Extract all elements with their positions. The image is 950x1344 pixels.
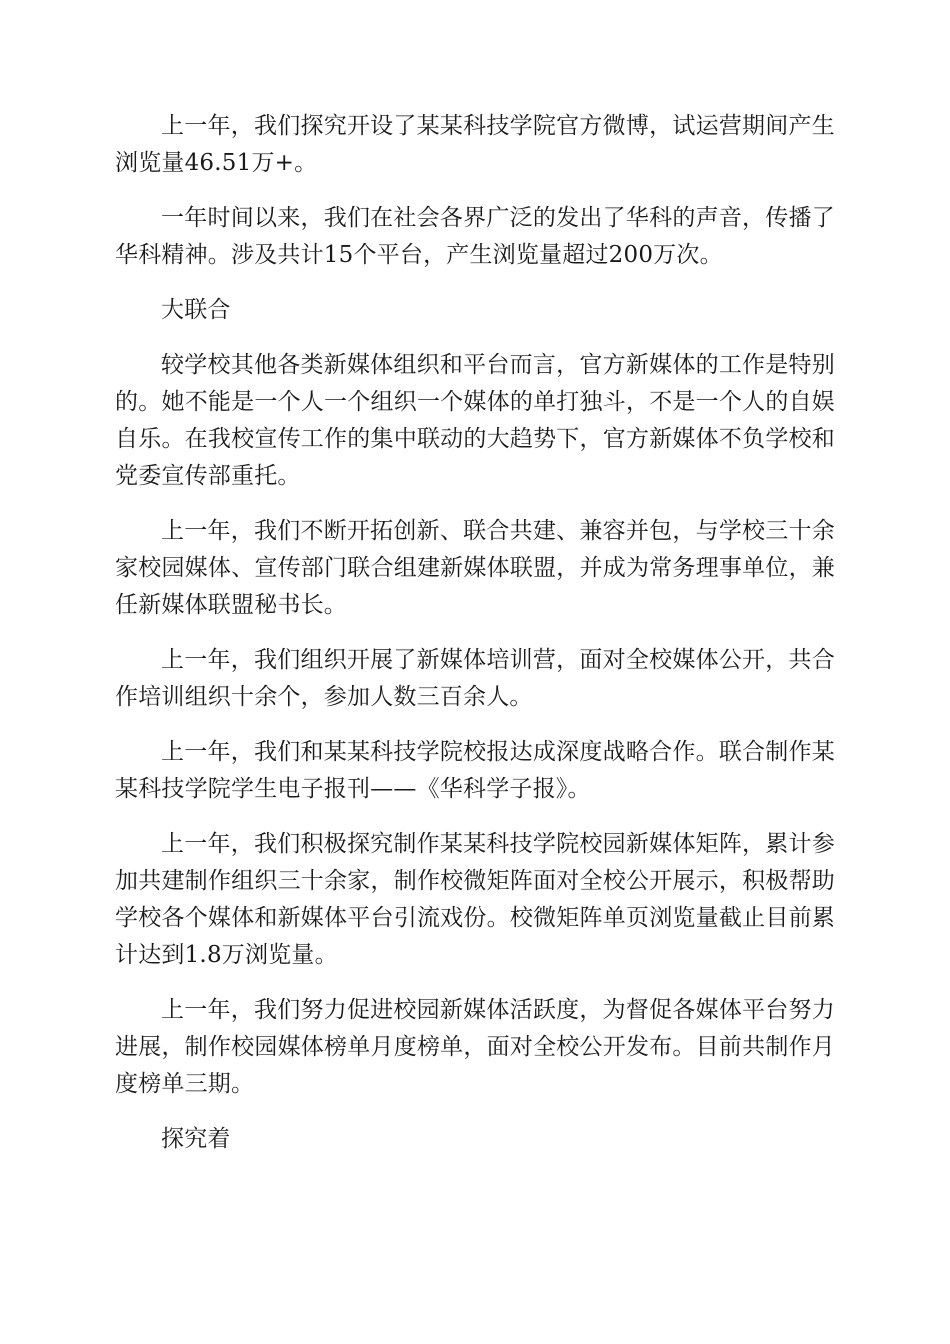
section-heading-exploring: 探究着 xyxy=(161,1126,231,1152)
paragraph-monthly-ranking: 上一年，我们努力促进校园新媒体活跃度，为督促各媒体平台努力进展，制作校园媒体榜单月度榜单，面对全校公开发布。目前共制作月度榜单三期。 xyxy=(115,997,835,1097)
document-body xyxy=(115,108,835,1176)
paragraph-training-camp: 上一年，我们组织开展了新媒体培训营，面对全校媒体公开，共合作培训组织十余个，参加人数三百余人。 xyxy=(115,647,835,710)
paragraph-media-matrix: 上一年，我们积极探究制作某某科技学院校园新媒体矩阵，累计参加共建制作组织三十余家，制作校微矩阵面对全校公开展示，积极帮助学校各个媒体和新媒体平台引流戏份。校微矩阵单页浏览量截止目前累计达到1.8万浏览量。 xyxy=(115,831,835,968)
paragraph-weibo-launch: 上一年，我们探究开设了某某科技学院官方微博，试运营期间产生浏览量46.51万+。 xyxy=(115,113,835,176)
paragraph-year-summary: 一年时间以来，我们在社会各界广泛的发出了华科的声音，传播了华科精神。涉及共计15个平台，产生浏览量超过200万次。 xyxy=(115,205,835,268)
section-heading-alliance: 大联合 xyxy=(161,297,231,323)
paragraph-media-alliance: 上一年，我们不断开拓创新、联合共建、兼容并包，与学校三十余家校园媒体、宣传部门联合组建新媒体联盟，并成为常务理事单位，兼任新媒体联盟秘书长。 xyxy=(115,518,835,618)
paragraph-school-newspaper: 上一年，我们和某某科技学院校报达成深度战略合作。联合制作某某科技学院学生电子报刊——《华科学子报》。 xyxy=(115,739,835,802)
paragraph-official-media-role: 较学校其他各类新媒体组织和平台而言，官方新媒体的工作是特别的。她不能是一个人一个组织一个媒体的单打独斗，不是一个人的自娱自乐。在我校宣传工作的集中联动的大趋势下，官方新媒体不负学校和党委宣传部重托。 xyxy=(115,352,835,489)
